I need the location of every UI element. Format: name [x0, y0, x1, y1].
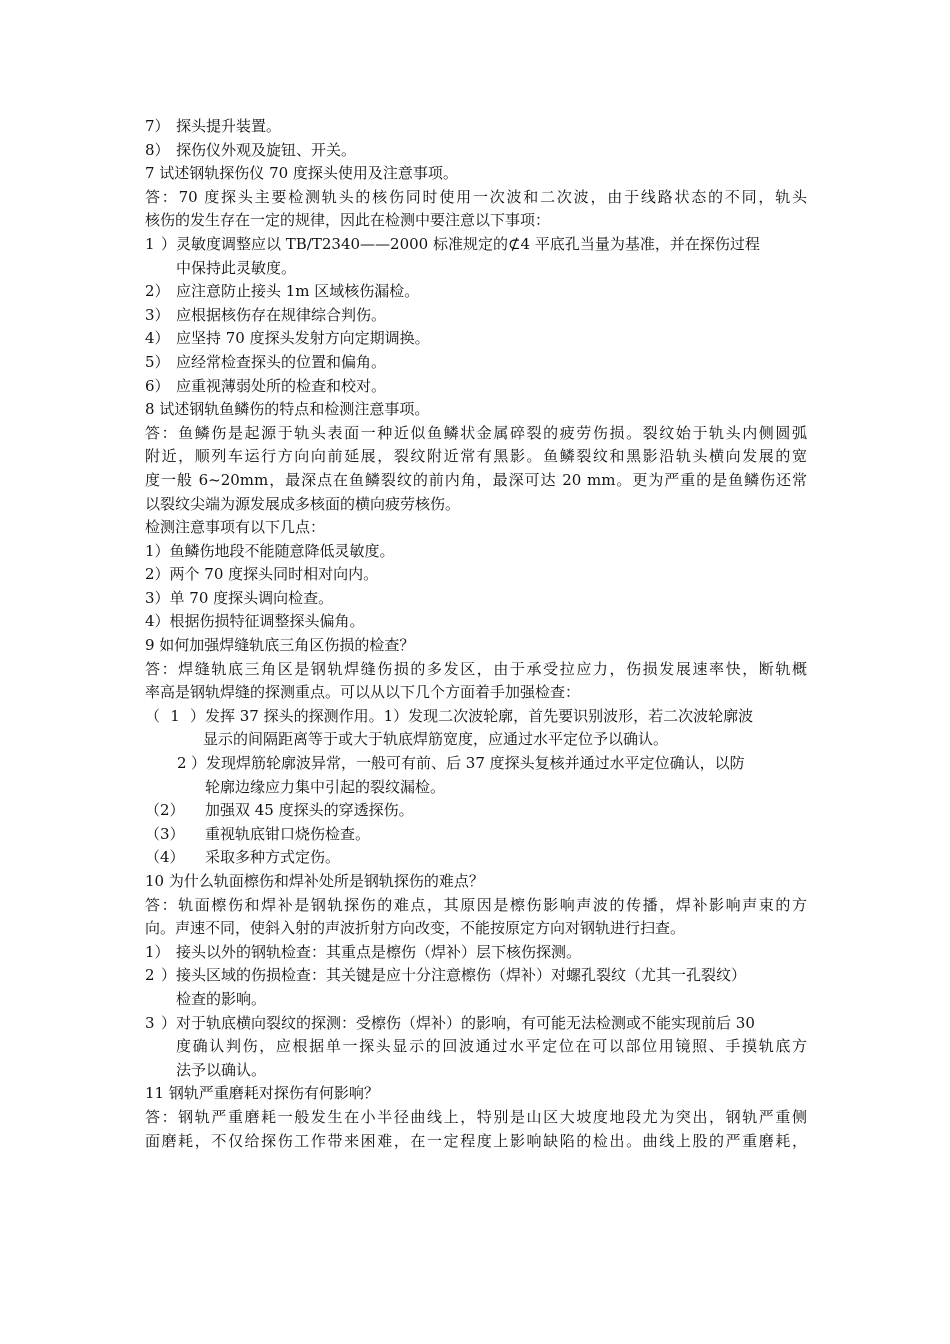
- item-text: 应注意防止接头 1m 区域核伤漏检。: [176, 282, 420, 301]
- answer-text: 答：70 度探头主要检测轨头的核伤同时使用一次波和二次波，由于线路状态的不同，轨头: [145, 187, 807, 206]
- item-number: 3）: [145, 305, 170, 324]
- list-item: [145, 823, 807, 847]
- list-item-continuation: 度确认判伤，应根据单一探头显示的回波通过水平定位在可以部位用镜照、手摸轨底方: [176, 1037, 807, 1056]
- list-item: [145, 1012, 807, 1036]
- question-heading: 11 钢轨严重磨耗对探伤有何影响？: [145, 1084, 379, 1103]
- list-item: 2）两个 70 度探头同时相对向内。: [145, 565, 379, 584]
- item-text: 应重视薄弱处所的检查和校对。: [176, 376, 387, 395]
- list-item-continuation: 显示的间隔距离等于或大于轨底焊筋宽度，应通过水平定位予以确认。: [203, 730, 669, 749]
- list-item: [145, 304, 807, 328]
- list-item: 1）鱼鳞伤地段不能随意降低灵敏度。: [145, 541, 395, 560]
- list-item-continuation: 中保持此灵敏度。: [176, 258, 297, 277]
- list-item: [145, 964, 807, 988]
- item-number: （2）: [145, 801, 185, 820]
- answer-text: 度一般 6~20mm，最深点在鱼鳞裂纹的前内角，最深可达 20 mm。更为严重的是鱼鳞伤还常: [145, 470, 807, 489]
- list-item-continuation: 法予以确认。: [176, 1060, 267, 1079]
- list-item: [145, 233, 807, 257]
- item-text: 接头以外的钢轨检查：其重点是檫伤（焊补）层下核伤探测。: [176, 942, 582, 961]
- answer-text: 附近，顺列车运行方向向前延展，裂纹附近常有黑影。鱼鳞裂纹和黑影沿轨头横向发展的宽: [145, 447, 807, 466]
- list-item: [145, 375, 807, 399]
- item-number: （1）: [145, 706, 205, 725]
- list-item: [145, 705, 807, 729]
- item-text: 采取多种方式定伤。: [205, 848, 341, 867]
- item-number: （3）: [145, 824, 185, 843]
- list-item-continuation: 轮廓边缘应力集中引起的裂纹漏检。: [205, 777, 446, 796]
- answer-text: 答：轨面檫伤和焊补是钢轨探伤的难点，其原因是檫伤影响声波的传播，焊补影响声束的方: [145, 895, 807, 914]
- item-number: 8）: [145, 140, 170, 159]
- item-text: 应根据核伤存在规律综合判伤。: [176, 305, 387, 324]
- item-text: 灵敏度调整应以 TB/T2340——2000 标准规定的⊄4 平底孔当量为基准，并在探伤过程: [176, 234, 760, 253]
- item-number: 7）: [145, 117, 170, 135]
- list-item: [145, 799, 807, 823]
- item-text: 重视轨底钳口烧伤检查。: [205, 824, 371, 843]
- item-number: 5）: [145, 352, 170, 371]
- list-item: 4）根据伤损特征调整探头偏角。: [145, 612, 365, 631]
- item-text: 探头提升装置。: [176, 117, 282, 135]
- question-heading: 7 试述钢轨探伤仪 70 度探头使用及注意事项。: [145, 164, 458, 183]
- list-item: [145, 327, 807, 351]
- item-number: 1）: [145, 234, 176, 253]
- list-item: 3）单 70 度探头调向检查。: [145, 588, 334, 607]
- item-text: 应坚持 70 度探头发射方向定期调换。: [176, 329, 430, 348]
- question-heading: 10 为什么轨面檫伤和焊补处所是钢轨探伤的难点？: [145, 872, 484, 890]
- item-number: 2）: [145, 966, 176, 985]
- item-text: 发现焊筋轮廓波异常，一般可有前、后 37 度探头复核并通过水平定位确认，以防: [206, 754, 745, 773]
- answer-text: 向。声速不同，使斜入射的声波折射方向改变，不能按原定方向对钢轨进行扫查。: [145, 919, 686, 938]
- answer-text: 答：钢轨严重磨耗一般发生在小半径曲线上，特别是山区大坡度地段尤为突出，钢轨严重侧: [145, 1107, 807, 1126]
- list-item: [145, 139, 807, 163]
- answer-text: 以裂纹尖端为源发展成多核面的横向疲劳核伤。: [145, 494, 461, 513]
- item-text: 发挥 37 探头的探测作用。1）发现二次波轮廓，首先要识别波形，若二次波轮廓波: [205, 706, 754, 725]
- item-text: 探伤仪外观及旋钮、开关。: [176, 140, 357, 159]
- list-item: [145, 115, 807, 139]
- item-number: 3）: [145, 1013, 176, 1032]
- item-number: 2）: [177, 754, 206, 773]
- answer-text: 面磨耗，不仅给探伤工作带来困难，在一定程度上影响缺陷的检出。曲线上股的严重磨耗，: [145, 1131, 807, 1150]
- answer-text: 率高是钢轨焊缝的探测重点。可以从以下几个方面着手加强检查：: [145, 683, 581, 702]
- item-text: 对于轨底横向裂纹的探测：受檫伤（焊补）的影响，有可能无法检测或不能实现前后 30: [176, 1013, 755, 1032]
- item-text: 接头区域的伤损检查：其关键是应十分注意檫伤（焊补）对螺孔裂纹（尤其一孔裂纹）: [176, 966, 747, 985]
- item-number: 2）: [145, 282, 170, 301]
- item-number: （4）: [145, 848, 185, 867]
- answer-text: 答：焊缝轨底三角区是钢轨焊缝伤损的多发区，由于承受拉应力，伤损发展速率快，断轨概: [145, 659, 807, 678]
- list-item: [145, 941, 807, 965]
- question-heading: 9 如何加强焊缝轨底三角区伤损的检查？: [145, 636, 415, 655]
- list-item: [145, 280, 807, 304]
- answer-text: 核伤的发生存在一定的规律，因此在检测中要注意以下事项：: [145, 211, 551, 230]
- answer-text: 答：鱼鳞伤是起源于轨头表面一种近似鱼鳞状金属碎裂的疲劳伤损。裂纹始于轨头内侧圆弧: [145, 423, 807, 442]
- item-number: 4）: [145, 329, 170, 348]
- item-text: 加强双 45 度探头的穿透探伤。: [205, 801, 414, 820]
- document-page: [145, 115, 807, 1153]
- question-heading: 8 试述钢轨鱼鳞伤的特点和检测注意事项。: [145, 400, 430, 419]
- list-item-continuation: 检查的影响。: [176, 989, 267, 1008]
- answer-text: 检测注意事项有以下几点：: [145, 518, 326, 537]
- item-number: 1）: [145, 942, 170, 961]
- item-number: 6）: [145, 376, 170, 395]
- item-text: 应经常检查探头的位置和偏角。: [176, 352, 387, 371]
- list-item: [145, 351, 807, 375]
- list-item: [145, 846, 807, 870]
- list-item: [145, 752, 807, 776]
